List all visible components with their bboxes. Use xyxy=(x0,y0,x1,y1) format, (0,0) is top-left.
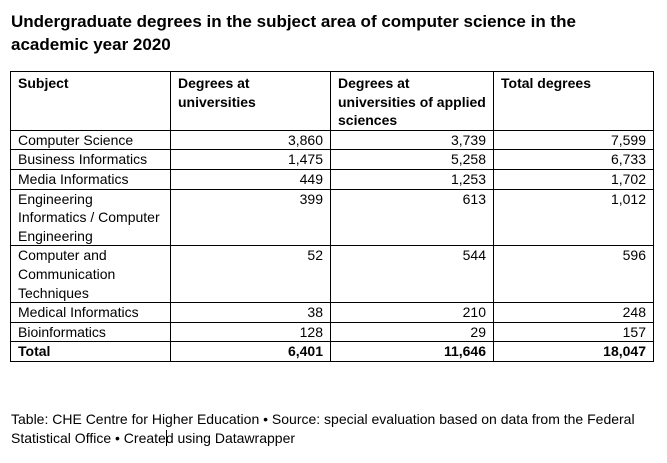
cell-total: 248 xyxy=(494,303,654,323)
cell-universities: 1,475 xyxy=(171,150,331,170)
cell-subject: Business Informatics xyxy=(11,150,171,170)
cell-subject: Computer and Communication Techniques xyxy=(11,246,171,303)
header-total: Total degrees xyxy=(494,72,654,131)
cell-universities: 128 xyxy=(171,322,331,342)
cell-total: 6,733 xyxy=(494,150,654,170)
cell-universities: 52 xyxy=(171,246,331,303)
cell-applied-sciences: 613 xyxy=(331,189,494,246)
cell-applied-sciences: 3,739 xyxy=(331,130,494,150)
cell-universities: 3,860 xyxy=(171,130,331,150)
cell-total: 1,012 xyxy=(494,189,654,246)
header-applied-sciences: Degrees at universities of applied sciences xyxy=(331,72,494,131)
table-row xyxy=(11,130,654,150)
cell-total: 596 xyxy=(494,246,654,303)
cell-applied-sciences: 1,253 xyxy=(331,169,494,189)
cell-subject: Media Informatics xyxy=(11,169,171,189)
cell-subject: Computer Science xyxy=(11,130,171,150)
header-universities: Degrees at universities xyxy=(171,72,331,131)
table-row xyxy=(11,150,654,170)
cell-total: 1,702 xyxy=(494,169,654,189)
cell-subject: Bioinformatics xyxy=(11,322,171,342)
table-total-row xyxy=(11,342,654,362)
source-note xyxy=(11,410,661,448)
source-note-text: Table: CHE Centre for Higher Education • Source: special evaluation based on data from the Federal Statistical Office • Create xyxy=(11,411,635,446)
cell-total-universities: 6,401 xyxy=(171,342,331,362)
table-row xyxy=(11,322,654,342)
cell-total-total: 18,047 xyxy=(494,342,654,362)
cell-applied-sciences: 5,258 xyxy=(331,150,494,170)
table-row xyxy=(11,189,654,246)
cell-universities: 399 xyxy=(171,189,331,246)
table-row xyxy=(11,169,654,189)
cell-total: 7,599 xyxy=(494,130,654,150)
degrees-table xyxy=(10,71,654,362)
cell-subject: Medical Informatics xyxy=(11,303,171,323)
cell-universities: 38 xyxy=(171,303,331,323)
cell-total-applied-sciences: 11,646 xyxy=(331,342,494,362)
cell-applied-sciences: 544 xyxy=(331,246,494,303)
cell-applied-sciences: 29 xyxy=(331,322,494,342)
cell-applied-sciences: 210 xyxy=(331,303,494,323)
header-subject: Subject xyxy=(11,72,171,131)
table-row xyxy=(11,303,654,323)
table-title: Undergraduate degrees in the subject area of computer science in the academic year 2020 xyxy=(11,12,576,54)
cell-total: 157 xyxy=(494,322,654,342)
table-header-row xyxy=(11,72,654,131)
cell-universities: 449 xyxy=(171,169,331,189)
source-note-text-end: d using Datawrapper xyxy=(165,430,296,446)
cell-total-label: Total xyxy=(11,342,171,362)
table-row xyxy=(11,246,654,303)
cell-subject: Engineering Informatics / Computer Engineering xyxy=(11,189,171,246)
